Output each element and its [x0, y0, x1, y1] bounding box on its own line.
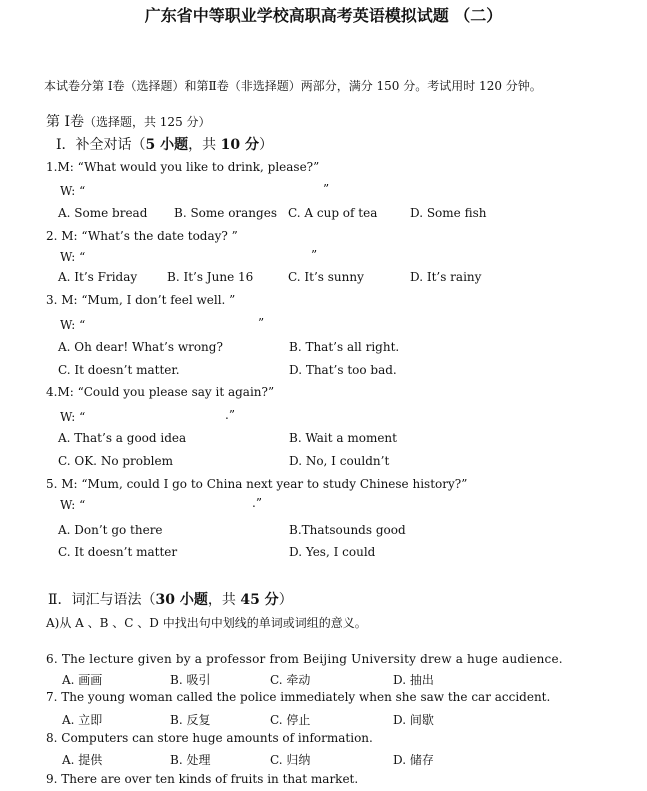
dialog-question: 3. M: “Mum, I don’t feel well. ”	[46, 293, 236, 307]
section1-suffix: ）	[258, 137, 273, 153]
part1-heading	[46, 114, 211, 130]
option-b: B. Wait a moment	[289, 431, 397, 445]
option-d: D. 抽出	[393, 673, 434, 687]
dialog-answer-blank: W: “	[60, 410, 86, 424]
option-c: C. It’s sunny	[288, 270, 364, 284]
option-b: B. That’s all right.	[289, 340, 400, 354]
exam-title: 广东省中等职业学校高职高考英语模拟试题 （二）	[144, 6, 503, 25]
option-a: A. Don’t go there	[58, 523, 163, 537]
section1-heading	[56, 137, 273, 153]
option-a: A. That’s a good idea	[58, 431, 187, 445]
section1-score: 10 分	[220, 137, 259, 153]
dialog-question: 1.M: “What would you like to drink, please?”	[46, 160, 320, 174]
section2-count: 30 小题	[155, 592, 208, 608]
part1-label: 第 Ⅰ卷	[46, 114, 84, 130]
dialog-answer-end: ”	[311, 248, 318, 262]
dialog-answer-blank: W: “	[60, 318, 86, 332]
dialog-answer-blank: W: “	[60, 498, 86, 512]
option-b: B. It’s June 16	[167, 270, 254, 284]
part1-detail: （选择题，共 125 分）	[83, 115, 211, 129]
dialog-answer-end: .”	[252, 496, 262, 510]
dialog-answer-blank: W: “	[60, 184, 86, 198]
vocab-question: 6. The lecture given by a professor from Beijing University drew a huge audience.	[46, 652, 563, 666]
option-a: A. 画画	[62, 673, 103, 687]
section1-count: 5 小题	[145, 137, 189, 153]
option-b: B. Some oranges	[174, 206, 277, 220]
section2-prefix: Ⅱ．词汇与语法（	[48, 592, 156, 608]
option-d: D. No, I couldn’t	[289, 454, 390, 468]
option-d: D. Some fish	[410, 206, 487, 220]
option-c: C. It doesn’t matter.	[58, 363, 180, 377]
option-d: D. Yes, I could	[289, 545, 376, 559]
section1-mid: ，共	[188, 137, 221, 153]
option-c: C. A cup of tea	[288, 206, 378, 220]
option-d: D. 间歇	[393, 713, 434, 727]
dialog-question: 2. M: “What’s the date today? ”	[46, 229, 238, 243]
section1-prefix: Ⅰ．补全对话（	[56, 137, 146, 153]
vocab-question: 9. There are over ten kinds of fruits in that market.	[46, 772, 359, 786]
section2-score: 45 分	[240, 592, 279, 608]
option-a: A. It’s Friday	[58, 270, 138, 284]
option-b: B. 处理	[170, 753, 211, 767]
dialog-question: 5. M: “Mum, could I go to China next year to study Chinese history?”	[46, 477, 468, 491]
option-a: A. 提供	[62, 753, 103, 767]
option-c: C. OK. No problem	[58, 454, 173, 468]
dialog-answer-blank: W: “	[60, 250, 86, 264]
vocab-question: 7. The young woman called the police immediately when she saw the car accident.	[46, 690, 551, 704]
option-c: C. 归纳	[270, 753, 311, 767]
option-a: A. Some bread	[58, 206, 148, 220]
option-b: B. 吸引	[170, 673, 211, 687]
dialog-answer-end: .”	[225, 408, 235, 422]
option-d: D. 储存	[393, 753, 434, 767]
option-c: C. It doesn’t matter	[58, 545, 178, 559]
dialog-question: 4.M: “Could you please say it again?”	[46, 385, 275, 399]
section2-mid: ，共	[207, 592, 241, 608]
option-d: D. That’s too bad.	[289, 363, 397, 377]
option-c: C. 牵动	[270, 673, 311, 687]
option-a: A. Oh dear! What’s wrong?	[58, 340, 223, 354]
section2-suffix: ）	[278, 592, 293, 608]
vocab-question: 8. Computers can store huge amounts of information.	[46, 731, 373, 745]
section2-heading	[48, 592, 293, 608]
option-c: C. 停止	[270, 713, 311, 727]
option-d: D. It’s rainy	[410, 270, 482, 284]
option-a: A. 立即	[62, 713, 103, 727]
dialog-answer-end: ”	[323, 182, 330, 196]
section2-instruction: A)从 A 、B 、C 、D 中找出句中划线的单词或词组的意义。	[46, 616, 367, 630]
exam-intro: 本试卷分第 Ⅰ卷（选择题）和第Ⅱ卷（非选择题）两部分，满分 150 分。考试用时 120 分钟。	[44, 79, 542, 93]
dialog-answer-end: ”	[258, 316, 265, 330]
option-b: B.Thatsounds good	[289, 523, 406, 537]
option-b: B. 反复	[170, 713, 211, 727]
